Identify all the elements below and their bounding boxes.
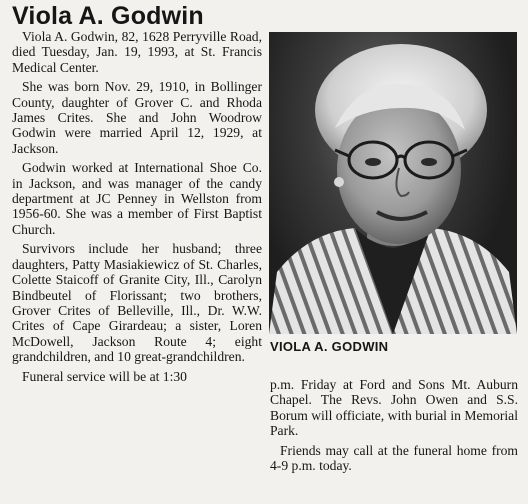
paragraph-visitation: Friends may call at the funeral home from 4-9 p.m. today. [270, 442, 518, 474]
obituary-right-column [270, 377, 518, 477]
portrait-illustration [269, 32, 517, 334]
portrait-photo [269, 32, 517, 334]
paragraph-death-notice: Viola A. Godwin, 82, 1628 Perryville Road, died Tuesday, Jan. 19, 1993, at St. Francis Medical Center. [12, 29, 262, 75]
paragraph-funeral-continued: p.m. Friday at Ford and Sons Mt. Auburn Chapel. The Revs. John Owen and S.S. Borum will officiate, with burial in Memorial Park. [270, 377, 518, 439]
obituary-left-column [12, 29, 262, 388]
obituary-headline: Viola A. Godwin [12, 2, 204, 30]
paragraph-birth-marriage: She was born Nov. 29, 1910, in Bollinger County, daughter of Grover C. and Rhoda James Crites. She and John Woodrow Godwin were married April 12, 1929, at Jackson. [12, 79, 262, 156]
paragraph-work-church: Godwin worked at International Shoe Co. in Jackson, and was manager of the candy department at JC Penney in Wellston from 1956-60. She was a member of First Baptist Church. [12, 160, 262, 237]
paragraph-survivors: Survivors include her husband; three daughters, Patty Masiakiewicz of St. Charles, Colette Staicoff of Granite City, Ill., Carolyn Bindbeutel of Florissant; two brothers, Grover Crites of Belleville, Ill., Dr. W.W. Crites of Cape Girardeau; a sister, Loren McDowell, Jackson Route 4; eight grandchildren, and 10 great-grandchildren. [12, 241, 262, 365]
photo-caption: VIOLA A. GODWIN [270, 339, 389, 354]
paragraph-funeral-start: Funeral service will be at 1:30 [22, 368, 187, 384]
